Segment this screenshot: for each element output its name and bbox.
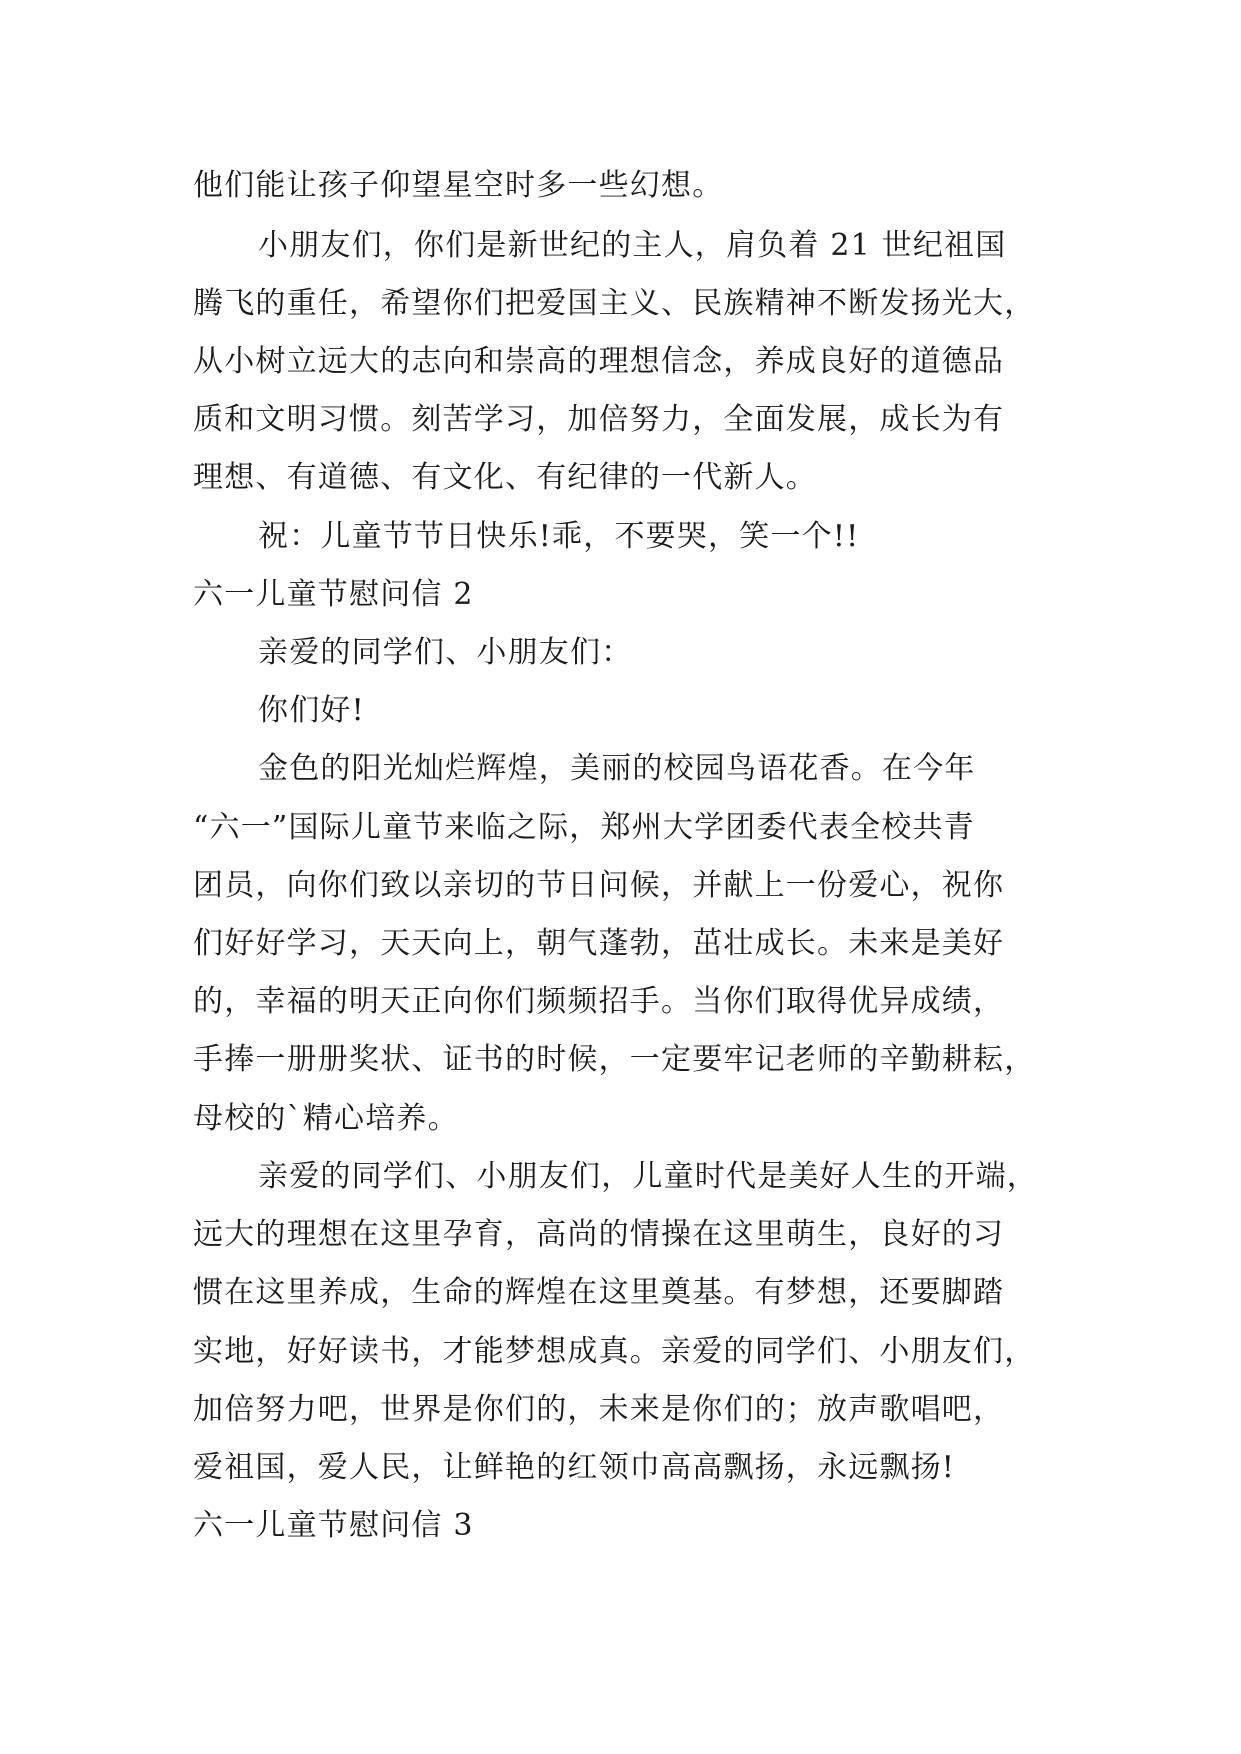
paragraph-line: 他们能让孩子仰望星空时多一些幻想。 (193, 168, 724, 203)
paragraph-line: 质和文明习惯。刻苦学习，加倍努力，全面发展，成长为有 (193, 402, 1005, 437)
closing-wish: 祝：儿童节节日快乐!乖，不要哭，笑一个!! (258, 519, 860, 554)
paragraph-line: 理想、有道德、有文化、有纪律的一代新人。 (193, 460, 817, 495)
paragraph-line: 惯在这里养成，生命的辉煌在这里奠基。有梦想，还要脚踏 (193, 1275, 1005, 1310)
greeting: 你们好! (258, 693, 365, 728)
paragraph-line: 母校的`精心培养。 (193, 1101, 459, 1136)
section-heading: 六一儿童节慰问信 3 (193, 1508, 474, 1543)
paragraph-line: 腾飞的重任，希望你们把爱国主义、民族精神不断发扬光大， (193, 286, 1036, 321)
paragraph-line: “六一”国际儿童节来临之际，郑州大学团委代表全校共青 (193, 810, 975, 845)
salutation: 亲爱的同学们、小朋友们： (258, 635, 633, 670)
paragraph-line: 的，幸福的明天正向你们频频招手。当你们取得优异成绩， (193, 984, 1005, 1019)
paragraph-line: 爱祖国，爱人民，让鲜艳的红领巾高高飘扬，永远飘扬! (193, 1450, 956, 1485)
paragraph-line: 远大的理想在这里孕育，高尚的情操在这里萌生，良好的习 (193, 1217, 1005, 1252)
paragraph-line: 小朋友们，你们是新世纪的主人，肩负着 21 世纪祖国 (258, 228, 1007, 263)
paragraph-line: 加倍努力吧，世界是你们的，未来是你们的；放声歌唱吧， (193, 1392, 1005, 1427)
section-heading: 六一儿童节慰问信 2 (193, 577, 474, 612)
paragraph-line: 金色的阳光灿烂辉煌，美丽的校园鸟语花香。在今年 (258, 751, 976, 786)
paragraph-line: 手捧一册册奖状、证书的时候，一定要牢记老师的辛勤耕耘， (193, 1042, 1036, 1077)
paragraph-line: 团员，向你们致以亲切的节日问候，并献上一份爱心，祝你 (193, 868, 1005, 903)
paragraph-line: 亲爱的同学们、小朋友们，儿童时代是美好人生的开端， (258, 1159, 1038, 1194)
paragraph-line: 从小树立远大的志向和崇高的理想信念，养成良好的道德品 (193, 344, 1005, 379)
paragraph-line: 实地，好好读书，才能梦想成真。亲爱的同学们、小朋友们， (193, 1334, 1036, 1369)
paragraph-line: 们好好学习，天天向上，朝气蓬勃，茁壮成长。未来是美好 (193, 926, 1005, 961)
